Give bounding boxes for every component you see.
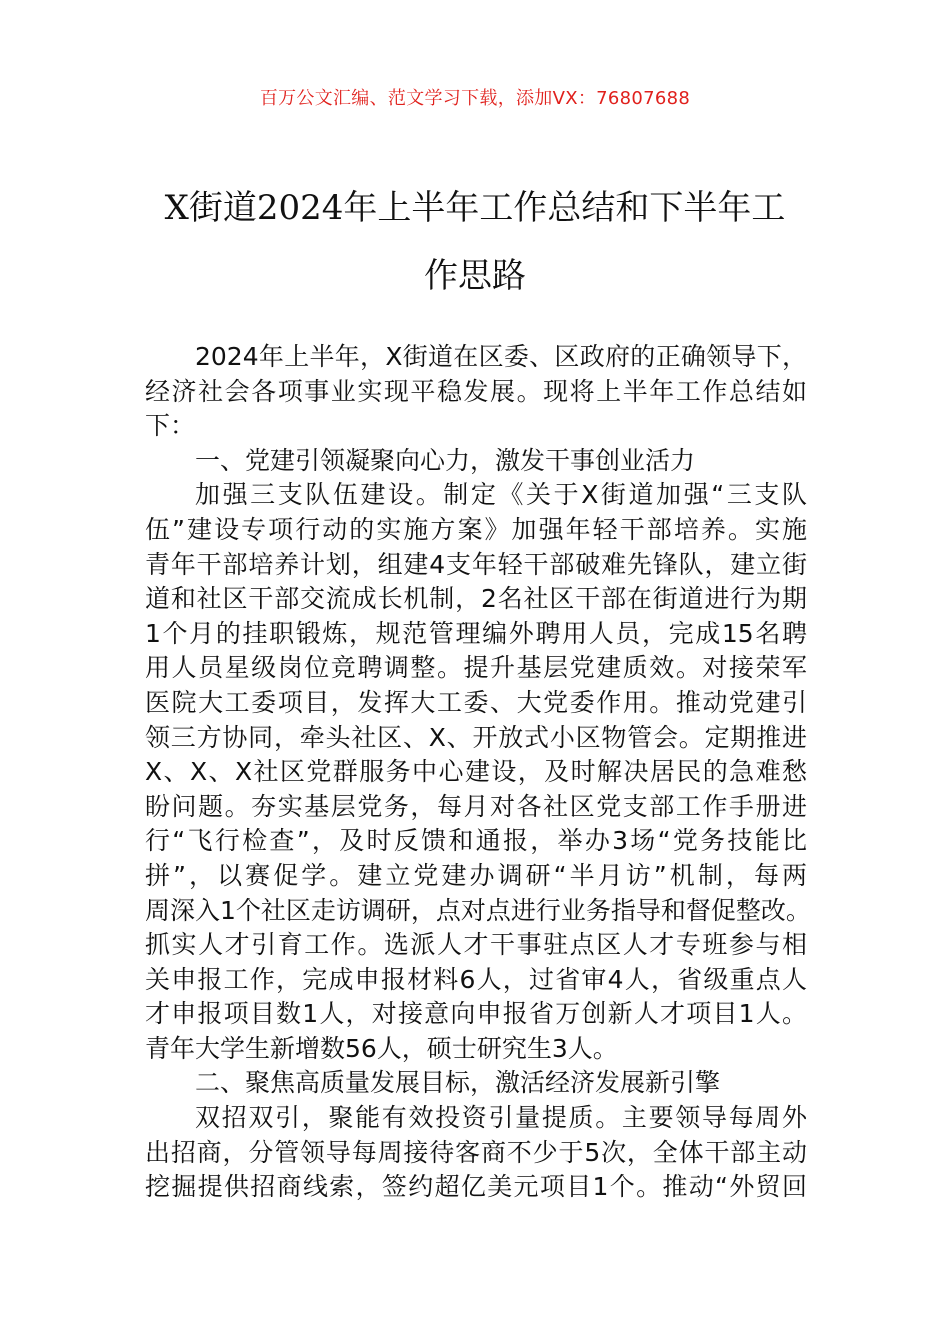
text-line: 领三方协同，牵头社区、X、开放式小区物管会。定期推进 — [145, 722, 807, 752]
watermark-banner: 百万公文汇编、范文学习下载，添加VX：76807688 — [259, 88, 691, 109]
text-line: 青年干部培养计划，组建4支年轻干部破难先锋队，建立街 — [145, 549, 807, 579]
text-line: 出招商，分管领导每周接待客商不少于5次，全体干部主动 — [145, 1137, 807, 1167]
section-heading: 一、党建引领凝聚向心力，激发干事创业活力 — [195, 445, 696, 475]
text-line: 道和社区干部交流成长机制，2名社区干部在街道进行为期 — [145, 584, 807, 614]
text-line: 伍”建设专项行动的实施方案》加强年轻干部培养。实施 — [145, 514, 807, 544]
text-line: 盼问题。夯实基层党务，每月对各社区党支部工作手册进 — [145, 791, 807, 821]
section-heading: 二、聚焦高质量发展目标，激活经济发展新引擎 — [195, 1068, 721, 1098]
text-line: 挖掘提供招商线索，签约超亿美元项目1个。推动“外贸回 — [145, 1172, 807, 1202]
text-line: 加强三支队伍建设。制定《关于X街道加强“三支队 — [195, 480, 807, 510]
text-line: 医院大工委项目，发挥大工委、大党委作用。推动党建引 — [145, 687, 807, 717]
text-line: 双招双引，聚能有效投资引量提质。主要领导每周外 — [195, 1103, 807, 1133]
text-line: 关申报工作，完成申报材料6人，过省审4人，省级重点人 — [145, 964, 807, 994]
text-line: 下： — [145, 411, 196, 441]
text-line: 2024年上半年，X街道在区委、区政府的正确领导下， — [195, 342, 807, 371]
text-line: 青年大学生新增数56人，硕士研究生3人。 — [145, 1033, 618, 1063]
text-line: X、X、X社区党群服务中心建设，及时解决居民的急难愁 — [145, 757, 807, 787]
text-line: 行“飞行检查”，及时反馈和通报，举办3场“党务技能比 — [145, 826, 807, 856]
text-line: 经济社会各项事业实现平稳发展。现将上半年工作总结如 — [145, 376, 807, 406]
text-line: 抓实人才引育工作。选派人才干事驻点区人才专班参与相 — [145, 930, 807, 960]
document-title-line-2: 作思路 — [424, 256, 526, 296]
text-line: 1个月的挂职锻炼，规范管理编外聘用人员，完成15名聘 — [145, 618, 807, 648]
text-line: 周深入1个社区走访调研，点对点进行业务指导和督促整改。 — [145, 895, 811, 925]
text-line: 用人员星级岗位竞聘调整。提升基层党建质效。对接荣军 — [145, 653, 807, 683]
text-line: 拼”，以赛促学。建立党建办调研“半月访”机制，每两 — [145, 860, 807, 890]
document-body — [145, 340, 811, 1205]
text-line: 才申报项目数1人，对接意向申报省万创新人才项目1人。 — [145, 999, 807, 1029]
document-title-line-1: X街道2024年上半年工作总结和下半年工 — [164, 188, 786, 228]
